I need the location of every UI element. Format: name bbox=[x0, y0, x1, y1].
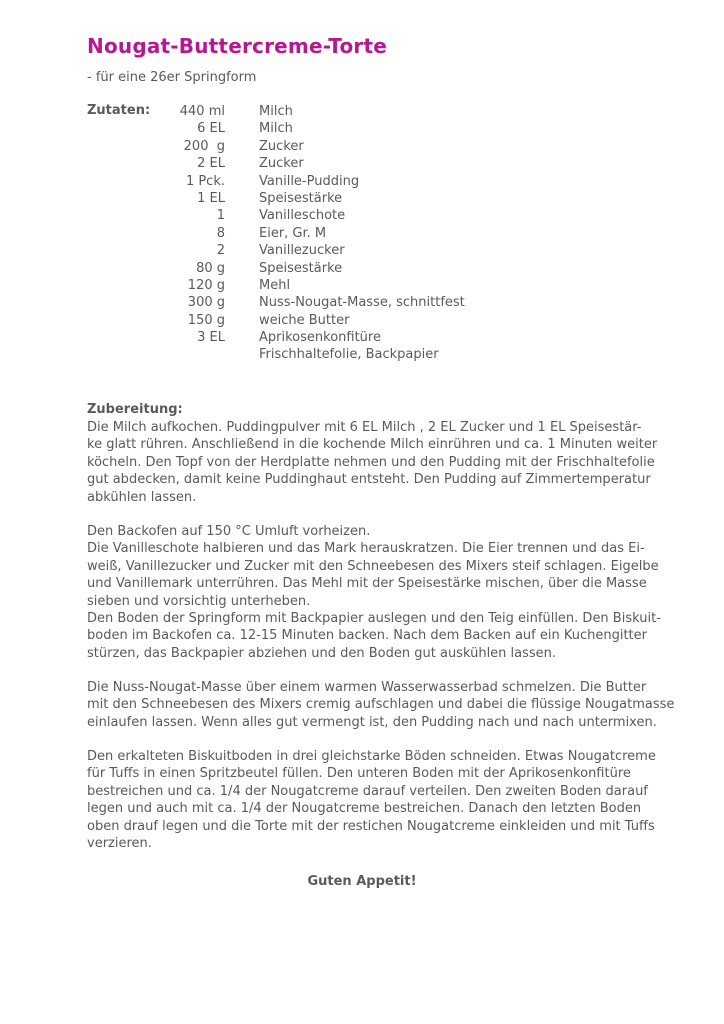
ingredient-quantity: 80 g bbox=[196, 260, 225, 276]
ingredient-row bbox=[150, 312, 465, 329]
ingredient-quantity: 1 bbox=[216, 208, 225, 224]
ingredient-quantity: 300 g bbox=[187, 295, 225, 311]
ingredient-quantity: 2 EL bbox=[197, 156, 225, 172]
ingredient-quantity: 440 ml bbox=[179, 104, 225, 119]
ingredient-row bbox=[150, 138, 465, 155]
paragraph-line: stürzen, das Backpapier abziehen und den Boden gut auskühlen lassen. bbox=[87, 645, 557, 661]
ingredient-quantity: 8 bbox=[216, 225, 225, 241]
ingredient-name: Speisestärke bbox=[259, 260, 343, 276]
paragraph-line: köcheln. Den Topf von der Herdplatte nehmen und den Pudding mit der Frischhaltefolie bbox=[87, 454, 655, 470]
paragraph-line: Die Nuss-Nougat-Masse über einem warmen Wasserwasserbad schmelzen. Die Butter bbox=[87, 680, 647, 695]
paragraph-line: verzieren. bbox=[87, 836, 152, 852]
paragraph-line: weiß, Vanillezucker und Zucker mit den Schneebesen des Mixers steif schlagen. Eigelbe bbox=[87, 558, 659, 574]
ingredient-name: weiche Butter bbox=[259, 312, 350, 328]
recipe-subtitle: - für eine 26er Springform bbox=[87, 70, 257, 85]
ingredient-quantity: 1 Pck. bbox=[185, 173, 225, 189]
ingredient-name: Milch bbox=[259, 121, 293, 137]
preparation-paragraph-2 bbox=[87, 523, 687, 662]
ingredient-name: Speisestärke bbox=[259, 190, 343, 206]
closing-text: Guten Appetit! bbox=[307, 874, 417, 889]
preparation-paragraph-3 bbox=[87, 679, 687, 731]
ingredient-row bbox=[150, 190, 465, 207]
ingredient-row bbox=[150, 294, 465, 311]
ingredient-row bbox=[150, 173, 465, 190]
ingredient-name: Zucker bbox=[259, 138, 304, 154]
ingredient-quantity: 1 EL bbox=[197, 190, 225, 206]
paragraph-line: Den Boden der Springform mit Backpapier auslegen und den Teig einfüllen. Den Biskuit- bbox=[87, 611, 661, 627]
ingredient-quantity bbox=[150, 346, 225, 363]
paragraph-line: Die Milch aufkochen. Puddingpulver mit 6 EL Milch , 2 EL Zucker und 1 EL Speisestär- bbox=[87, 420, 642, 435]
ingredients-list bbox=[150, 103, 465, 364]
paragraph-line: gut abdecken, damit keine Puddinghaut entsteht. Den Pudding auf Zimmertemperatur bbox=[87, 472, 651, 488]
ingredient-quantity: 150 g bbox=[187, 312, 225, 328]
ingredient-name: Eier, Gr. M bbox=[259, 225, 327, 241]
ingredient-quantity: 6 EL bbox=[197, 121, 225, 137]
paragraph-line: bestreichen und ca. 1/4 der Nougatcreme darauf verteilen. Den zweiten Boden darauf bbox=[87, 783, 648, 799]
paragraph-line: Den erkalteten Biskuitboden in drei gleichstarke Böden schneiden. Etwas Nougatcreme bbox=[87, 749, 656, 764]
paragraph-line: und Vanillemark unterrühren. Das Mehl mit der Speisestärke mischen, über die Masse bbox=[87, 576, 647, 592]
paragraph-line: oben drauf legen und die Torte mit der restichen Nougatcreme einkleiden und mit Tuffs bbox=[87, 818, 655, 834]
ingredient-name: Frischhaltefolie, Backpapier bbox=[259, 347, 439, 363]
paragraph-line: sieben und vorsichtig unterheben. bbox=[87, 593, 311, 609]
ingredient-quantity: 2 bbox=[216, 243, 225, 259]
ingredient-row bbox=[150, 120, 465, 137]
ingredient-row bbox=[150, 225, 465, 242]
paragraph-line: Den Backofen auf 150 °C Umluft vorheizen. bbox=[87, 524, 371, 539]
ingredient-name: Vanilleschote bbox=[259, 208, 346, 224]
ingredient-name: Vanillezucker bbox=[259, 243, 345, 259]
ingredients-label: Zutaten: bbox=[87, 103, 151, 118]
ingredient-row bbox=[150, 155, 465, 172]
preparation-paragraph-1 bbox=[87, 419, 687, 506]
paragraph-line: ke glatt rühren. Anschließend in die kochende Milch einrühren und ca. 1 Minuten weiter bbox=[87, 437, 658, 453]
ingredient-quantity: 120 g bbox=[187, 277, 225, 293]
ingredient-row bbox=[150, 329, 465, 346]
ingredient-name: Zucker bbox=[259, 156, 304, 172]
ingredient-name: Mehl bbox=[259, 277, 291, 293]
preparation-label: Zubereitung: bbox=[87, 402, 183, 417]
ingredient-row bbox=[150, 277, 465, 294]
ingredient-name: Vanille-Pudding bbox=[259, 173, 360, 189]
ingredient-name: Milch bbox=[259, 104, 293, 119]
paragraph-line: abkühlen lassen. bbox=[87, 489, 197, 505]
paragraph-line: mit den Schneebesen des Mixers cremig aufschlagen und dabei die flüssige Nougatmasse bbox=[87, 697, 675, 713]
ingredient-row bbox=[150, 242, 465, 259]
paragraph-line: Die Vanilleschote halbieren und das Mark herauskratzen. Die Eier trennen und das Ei- bbox=[87, 541, 645, 557]
ingredient-row bbox=[150, 207, 465, 224]
paragraph-line: boden im Backofen ca. 12-15 Minuten backen. Nach dem Backen auf ein Kuchengitter bbox=[87, 628, 647, 644]
ingredient-name: Nuss-Nougat-Masse, schnittfest bbox=[259, 295, 465, 311]
ingredient-quantity: 200 g bbox=[183, 138, 225, 154]
paragraph-line: einlaufen lassen. Wenn alles gut vermengt ist, den Pudding nach und nach untermixen. bbox=[87, 714, 657, 730]
paragraph-line: für Tuffs in einen Spritzbeutel füllen. Den unteren Boden mit der Aprikosenkonfitüre bbox=[87, 766, 631, 782]
ingredient-row bbox=[150, 103, 465, 120]
ingredient-name: Aprikosenkonfitüre bbox=[259, 330, 381, 346]
paragraph-line: legen und auch mit ca. 1/4 der Nougatcreme bestreichen. Danach den letzten Boden bbox=[87, 801, 642, 817]
recipe-title: Nougat-Buttercreme-Torte bbox=[87, 34, 387, 58]
ingredient-row bbox=[150, 346, 465, 363]
preparation-paragraph-4 bbox=[87, 748, 687, 852]
ingredient-quantity: 3 EL bbox=[197, 330, 225, 346]
ingredient-row bbox=[150, 260, 465, 277]
